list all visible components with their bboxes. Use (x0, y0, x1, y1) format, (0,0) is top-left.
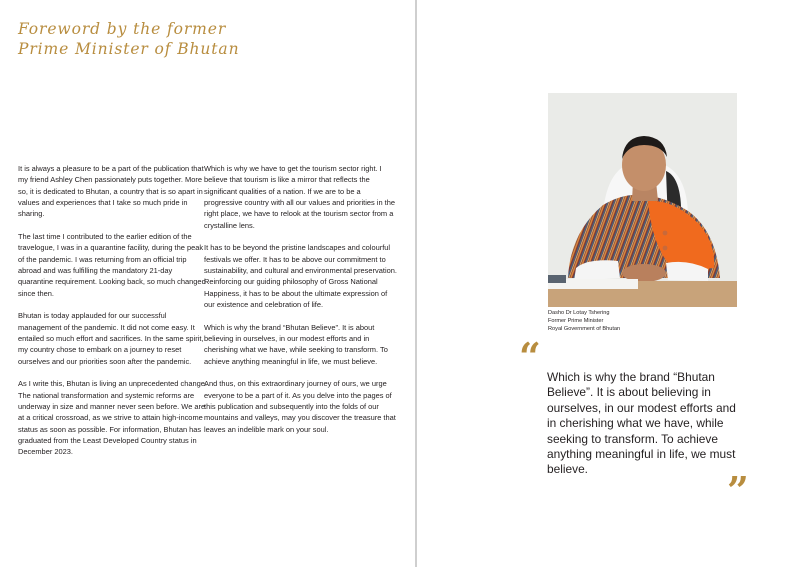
portrait-photo (548, 93, 737, 307)
title-line-2: Prime Minister of Bhutan (18, 40, 240, 58)
paragraph: It is always a pleasure to be a part of the publication that my friend Ashley Chen passionately puts together. More so, it is dedicated to Bhutan, a country that is so apart in values and experiences that I take so much pride in sharing. (18, 164, 204, 219)
open-quote-icon: “ (519, 334, 541, 379)
portrait-image-icon (548, 93, 737, 307)
paragraph: It has to be beyond the pristine landscapes and colourful festivals we offer. It has to be above our commitment to sustainability, and cultural and environmental preservation. Reinforcing our guiding philosophy of Gross National Happiness, it has to be about the ultimate expression of our existence and celebration of life. (204, 243, 397, 310)
title-line-1: Foreword by the former (18, 20, 227, 38)
caption-role: Former Prime Minister (548, 318, 604, 325)
paragraph: The last time I contributed to the earlier edition of the travelogue, I was in a quarantine facility, during the peak of the pandemic. I was returning from an official trip abroad and was fulfilling the mandatory 21-day quarantine requirement. Looking back, so much changed since then. (18, 232, 206, 298)
paragraph: Bhutan is today applauded for our successful management of the pandemic. It did not come easy. It entailed so much effort and sacrifices. In the same spirit, my country chose to embark on a journey to reset ourselves and our priorities soon after the pandemic. (18, 311, 204, 366)
paragraph: Which is why the brand “Bhutan Believe”. It is about believing in ourselves, in our modest efforts and in cherishing what we have, while seeking to transform. To achieve anything meaningful in life, we must believe. (204, 322, 388, 366)
paragraph: Which is why we have to get the tourism sector right. I believe that tourism is like a mirror that reflects the significant qualities of a nation. If we are to be a progressive country with all our values and priorities in the right place, we have to relook at the tourism sector from a crystalline lens. (204, 164, 395, 230)
pull-quote: Which is why the brand “Bhutan Believe”. It is about believing in ourselves, in our modest efforts and in cherishing what we have, while seeking to transform. To achieve anything meaningful in life, we must believe. (547, 370, 736, 477)
paragraph: As I write this, Bhutan is living an unprecedented change. The national transformation and systemic reforms are underway in size and manner never seen before. We are at a critical crossroad, as we strive to attain high-income status as soon as possible. For information, Bhutan has graduated from the Least Developed Country status in December 2023. (18, 379, 207, 457)
page-title (18, 19, 318, 59)
paragraph: And thus, on this extraordinary journey of ours, we urge everyone to be a part of it. As you delve into the pages of this publication and subsequently into the folds of our mountains and valleys, may you discover the treasure that leaves an indelible mark on your soul. (204, 379, 396, 434)
photo-caption (548, 309, 738, 334)
text-column-2 (204, 163, 399, 446)
caption-name: Dasho Dr Lotay Tshering (548, 310, 610, 316)
close-quote-icon: ” (727, 468, 749, 513)
caption-org: Royal Government of Bhutan (548, 326, 621, 333)
text-column-1 (18, 163, 208, 469)
